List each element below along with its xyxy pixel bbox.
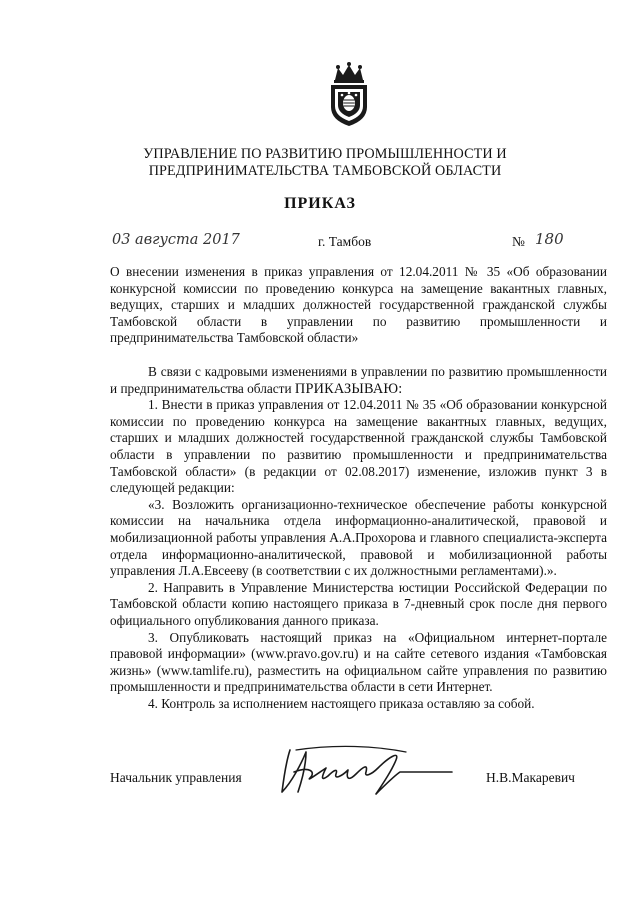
organization-title-line-2: ПРЕДПРИНИМАТЕЛЬСТВА ТАМБОВСКОЙ ОБЛАСТИ [148, 163, 502, 179]
decree-word: ПРИКАЗЫВАЮ: [294, 380, 403, 397]
document-subject [110, 264, 607, 347]
organization-title [110, 146, 540, 180]
subject-text: О внесении изменения в приказ управления от 12.04.2011 № 35 «Об образовании конкурсной комиссии по проведению конкурса на замещение вакантных главных, ведущих, старших и младших должностей государственной гражданской службы Тамбовской области в управлении по развитию промышленности и предпринимательства Тамбовской области» [110, 264, 607, 346]
handwritten-document-number: 180 [535, 230, 564, 248]
item-1-paragraph: 1. Внести в приказ управления от 12.04.2011 № 35 «Об образовании конкурсной комиссии по проведению конкурса на замещение вакантных главных, ведущих, старших и младших должностей государственной гражданской службы Тамбовской области в управлении по развитию промышленности и предпринимательства Тамбовской области» (в редакции от 02.08.2017) изменение, изложив пункт 3 в следующей редакции: [110, 397, 607, 496]
document-type-title: ПРИКАЗ [284, 195, 356, 212]
handwritten-date: 03 августа 2017 [112, 232, 240, 248]
organization-title-line-1: УПРАВЛЕНИЕ ПО РАЗВИТИЮ ПРОМЫШЛЕННОСТИ И [143, 146, 507, 162]
preamble-paragraph [110, 364, 607, 397]
document-body [110, 364, 607, 712]
item-4-paragraph: 4. Контроль за исполнением настоящего приказа оставляю за собой. [148, 695, 535, 711]
item-2-paragraph: 2. Направить в Управление Министерства юстиции Российской Федерации по Тамбовской области копию настоящего приказа в 7-дневный срок после дня первого официального опубликования данного приказа. [110, 579, 607, 628]
signatory-position: Начальник управления [110, 770, 242, 785]
document-number-label: № [512, 234, 525, 249]
item-3-paragraph: 3. Опубликовать настоящий приказ на «Официальном интернет-портале правовой информации» (www.pravo.gov.ru) и на сайте сетевого издания «Тамбовская жизнь» (www.tamlife.ru), разместить на официальном сайте управления по развитию промышленности и предпринимательства области в сети Интернет. [110, 629, 607, 695]
item-1-quoted-wording: «3. Возложить организационно-техническое обеспечение работы конкурсной комиссии на начальника отдела информационно-аналитической, правовой и мобилизационной работы управления А.А.Прохорова и главного специалиста-эксперта отдела информационно-аналитической, правовой и мобилизационной работы управления Л.А.Евсееву (в соответствии с их должностными регламентами).». [110, 496, 607, 579]
document-city: г. Тамбов [318, 234, 372, 249]
signature-icon [276, 742, 456, 800]
coat-of-arms-icon [325, 62, 373, 128]
preamble-text: В связи с кадровыми изменениями в управлении по развитию промышленности и предпринимательства области [110, 364, 607, 396]
signatory-name: Н.В.Макаревич [486, 770, 575, 785]
